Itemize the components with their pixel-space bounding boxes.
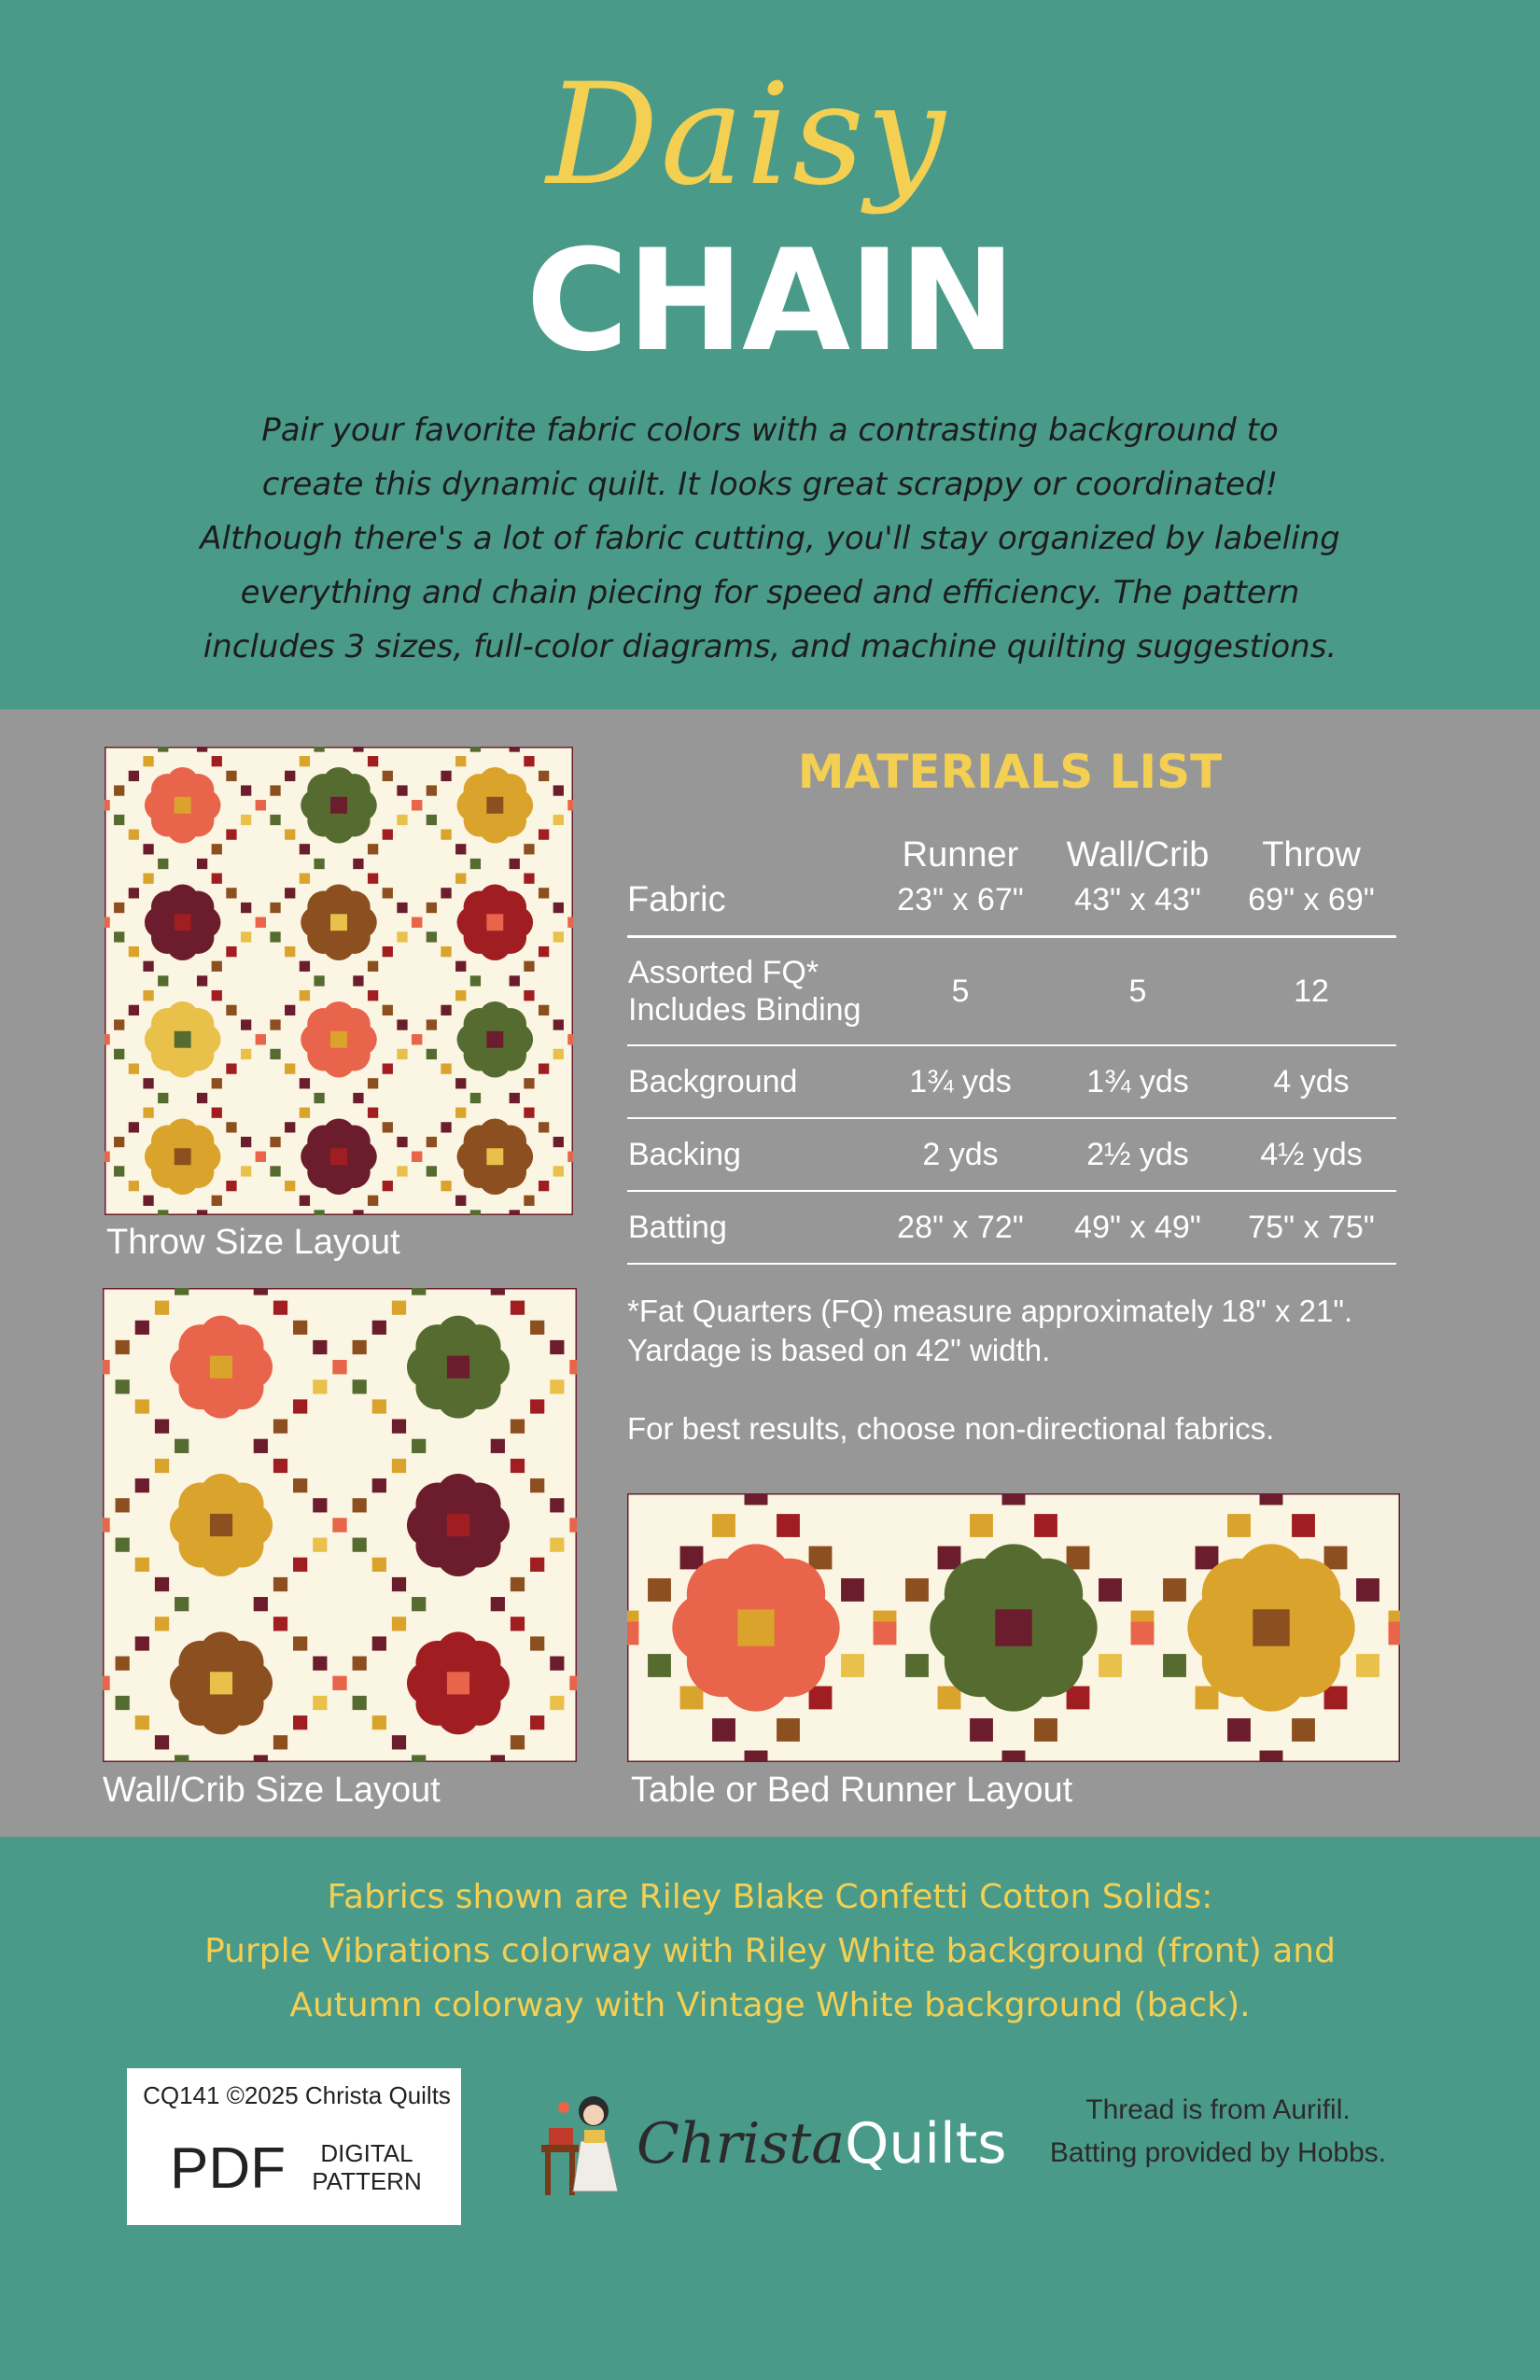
flower-block [170, 1474, 273, 1576]
table-row [627, 937, 1396, 1046]
flower-block [301, 767, 377, 844]
cell: 5 [1049, 937, 1226, 1046]
row-label: Background [627, 1045, 872, 1118]
intro-line: everything and chain piecing for speed and efficiency. The pattern [240, 574, 1300, 611]
cell: 1¾ yds [872, 1045, 1049, 1118]
materials-table [627, 833, 1396, 1265]
intro-line: includes 3 sizes, full-color diagrams, and machine quilting suggestions. [203, 628, 1337, 665]
intro-text [121, 403, 1419, 674]
pattern-code: CQ141 ©2025 Christa Quilts [143, 2081, 451, 2109]
flower-block [407, 1316, 510, 1419]
runner-quilt-image [627, 1493, 1400, 1762]
col-fabric: Fabric [627, 833, 872, 937]
wall-caption: Wall/Crib Size Layout [103, 1771, 441, 1810]
intro-line: Pair your favorite fabric colors with a contrasting background to [261, 412, 1279, 449]
flower-block [407, 1474, 510, 1576]
flower-block [930, 1544, 1097, 1711]
flower-block [301, 884, 377, 960]
throw-quilt-image [105, 747, 573, 1215]
fabrics-line-1: Fabrics shown are Riley Blake Confetti Cotton Solids: [327, 1878, 1213, 1916]
flower-block [145, 1001, 221, 1078]
flower-block [1187, 1544, 1354, 1711]
flower-block [672, 1544, 839, 1711]
flower-block [170, 1316, 273, 1419]
title-main: CHAIN [525, 220, 1015, 383]
flower-block [407, 1631, 510, 1734]
cell: 2 yds [872, 1118, 1049, 1191]
flower-block [145, 1118, 221, 1195]
flower-block [457, 884, 534, 960]
table-row [627, 1191, 1396, 1264]
flower-block [457, 1001, 534, 1078]
flower-block [457, 1118, 534, 1195]
flower-block [145, 884, 221, 960]
pdf-label: PDF [170, 2136, 286, 2201]
fabrics-line-2: Purple Vibrations colorway with Riley White background (front) and [204, 1932, 1336, 1970]
runner-caption: Table or Bed Runner Layout [631, 1771, 1073, 1810]
cell: 75" x 75" [1226, 1191, 1396, 1264]
cell: 28" x 72" [872, 1191, 1049, 1264]
materials-header-row [627, 833, 1396, 937]
row-label: Assorted FQ* Includes Binding [627, 937, 872, 1046]
cell: 4 yds [1226, 1045, 1396, 1118]
fabrics-line-3: Autumn colorway with Vintage White background (back). [289, 1986, 1251, 2024]
flower-block [170, 1631, 273, 1734]
flower-block [301, 1001, 377, 1078]
fq-note: *Fat Quarters (FQ) measure approximately 18" x 21". Yardage is based on 42" width. [627, 1294, 1353, 1367]
brand-logo: ChristaQuilts [637, 2111, 1007, 2177]
row-label: Backing [627, 1118, 872, 1191]
intro-line: create this dynamic quilt. It looks great scrappy or coordinated! [261, 466, 1279, 503]
digital-pattern-label: DIGITAL PATTERN [312, 2139, 422, 2195]
flower-block [301, 1118, 377, 1195]
fabric-note: For best results, choose non-directional fabrics. [627, 1411, 1275, 1446]
cell: 2½ yds [1049, 1118, 1226, 1191]
cell: 49" x 49" [1049, 1191, 1226, 1264]
sewing-girl-logo-icon [536, 2087, 633, 2199]
col-wall: Wall/Crib 43" x 43" [1049, 833, 1226, 937]
credits: Thread is from Aurifil. Batting provided by Hobbs. [1049, 2094, 1387, 2168]
cell: 5 [872, 937, 1049, 1046]
intro-line: Although there's a lot of fabric cutting, you'll stay organized by labeling [200, 520, 1340, 557]
table-row [627, 1118, 1396, 1191]
title-script: Daisy [546, 54, 947, 217]
flower-block [457, 767, 534, 844]
materials-title: MATERIALS LIST [797, 745, 1223, 799]
cell: 1¾ yds [1049, 1045, 1226, 1118]
cell: 12 [1226, 937, 1396, 1046]
table-row [627, 1045, 1396, 1118]
col-runner: Runner 23" x 67" [872, 833, 1049, 937]
flower-block [145, 767, 221, 844]
pdf-badge [127, 2068, 461, 2225]
wall-quilt-image [103, 1288, 577, 1762]
row-label: Batting [627, 1191, 872, 1264]
throw-caption: Throw Size Layout [106, 1223, 400, 1262]
col-throw: Throw 69" x 69" [1226, 833, 1396, 937]
cell: 4½ yds [1226, 1118, 1396, 1191]
